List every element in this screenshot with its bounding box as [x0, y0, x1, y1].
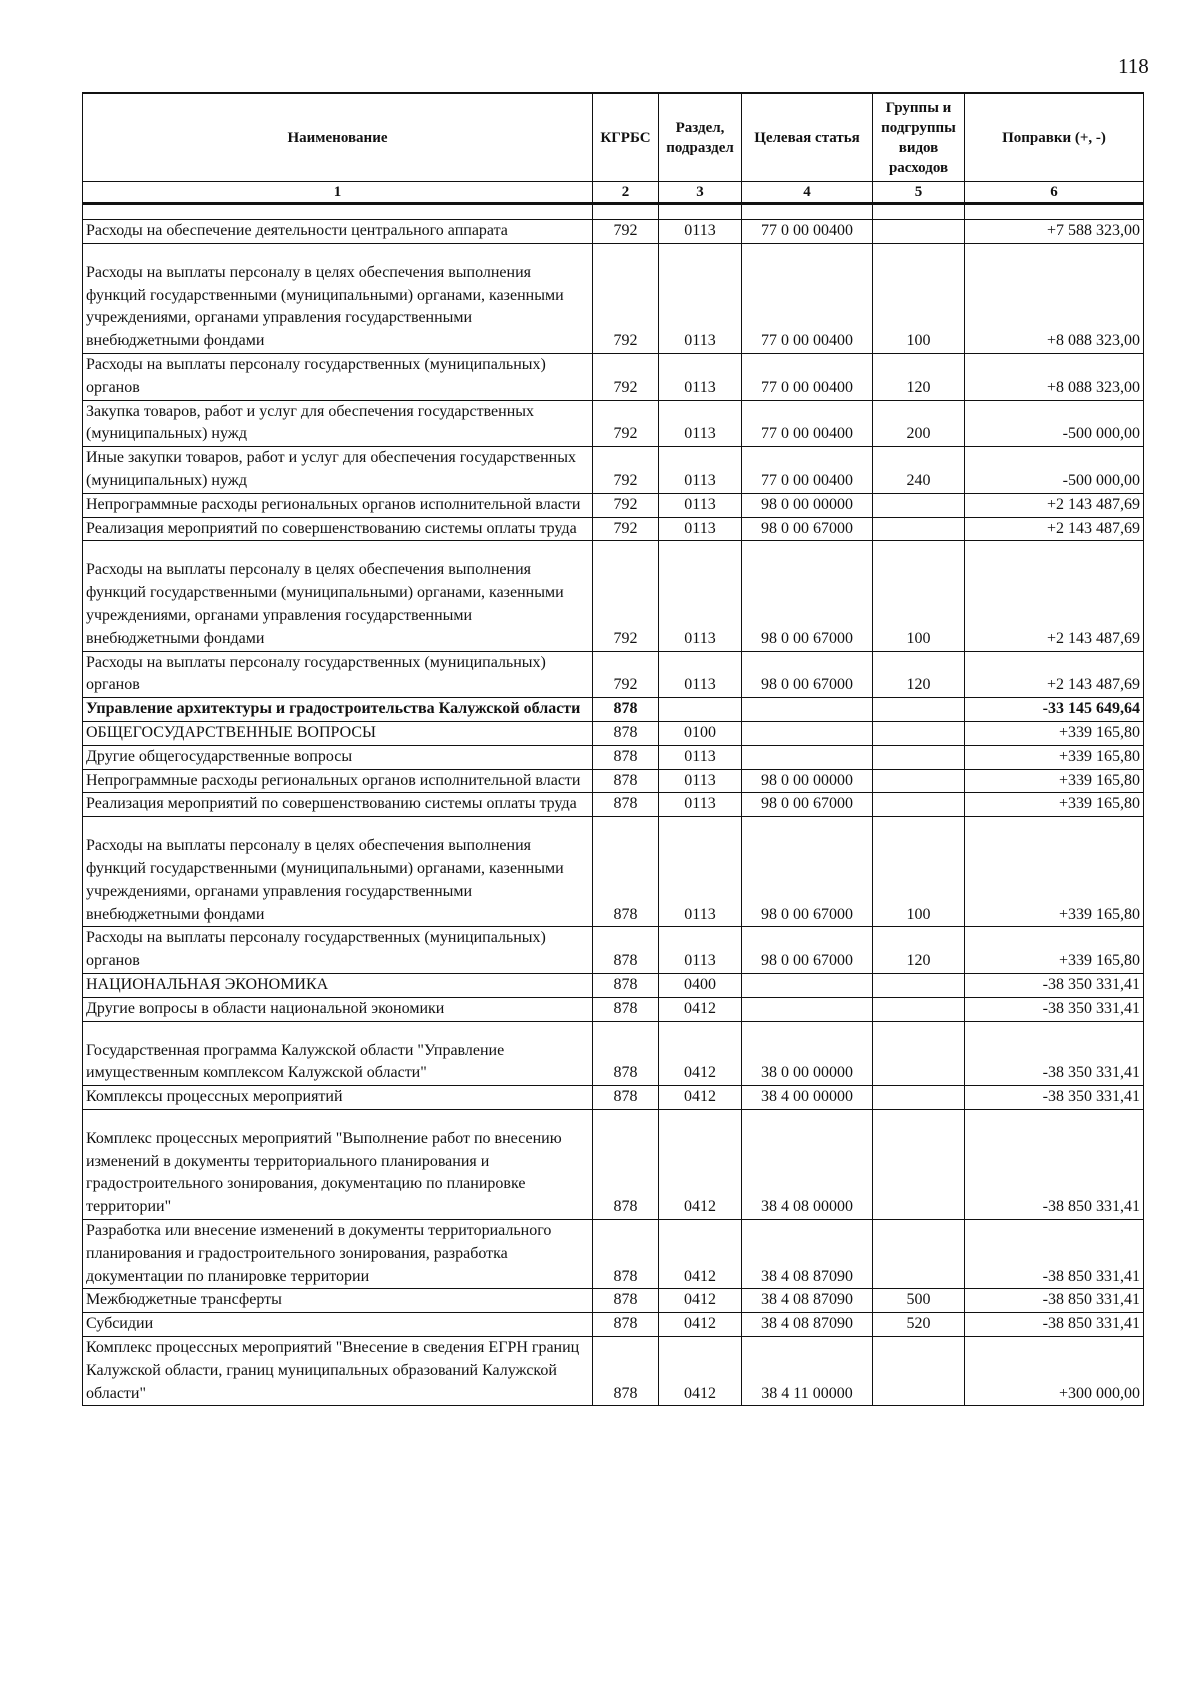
cell-kgrbs: 878 — [593, 721, 659, 745]
cell-razdel: 0412 — [659, 1109, 742, 1219]
cell-statya: 98 0 00 67000 — [742, 927, 873, 974]
table-row — [83, 793, 1144, 817]
col-header-gruppa: Группы и подгруппы видов расходов — [873, 93, 965, 182]
cell-gruppa — [873, 793, 965, 817]
cell-gruppa — [873, 517, 965, 541]
cell-popravki: -500 000,00 — [965, 400, 1144, 447]
col-number-1: 1 — [83, 182, 593, 204]
cell-gruppa: 100 — [873, 243, 965, 353]
cell-kgrbs: 878 — [593, 1109, 659, 1219]
cell-popravki: -38 350 331,41 — [965, 1086, 1144, 1110]
cell-popravki: +339 165,80 — [965, 721, 1144, 745]
cell-name: Другие общегосударственные вопросы — [83, 745, 593, 769]
cell-kgrbs: 792 — [593, 220, 659, 244]
cell-kgrbs: 878 — [593, 1021, 659, 1086]
cell-kgrbs: 878 — [593, 1220, 659, 1289]
cell-gruppa: 100 — [873, 541, 965, 651]
cell-razdel — [659, 698, 742, 722]
cell-statya: 98 0 00 67000 — [742, 793, 873, 817]
cell-razdel: 0113 — [659, 793, 742, 817]
cell-kgrbs: 792 — [593, 353, 659, 400]
cell-statya: 77 0 00 00400 — [742, 353, 873, 400]
table-row — [83, 243, 1144, 353]
cell-name: Комплекс процессных мероприятий "Выполнение работ по внесению изменений в документы территориального планирования и градостроительного зонирования, документацию по планировке территории" — [83, 1109, 593, 1219]
cell-gruppa: 120 — [873, 927, 965, 974]
cell-name: Управление архитектуры и градостроительства Калужской области — [83, 698, 593, 722]
cell-gruppa — [873, 721, 965, 745]
table-row — [83, 769, 1144, 793]
cell-popravki: +339 165,80 — [965, 927, 1144, 974]
cell-popravki: +2 143 487,69 — [965, 651, 1144, 698]
table-row — [83, 1021, 1144, 1086]
cell-kgrbs: 878 — [593, 1086, 659, 1110]
cell-kgrbs: 878 — [593, 927, 659, 974]
col-header-razdel: Раздел, подраздел — [659, 93, 742, 182]
cell-popravki: -38 350 331,41 — [965, 997, 1144, 1021]
cell-statya: 38 4 08 87090 — [742, 1289, 873, 1313]
table-row — [83, 973, 1144, 997]
cell-popravki: +339 165,80 — [965, 769, 1144, 793]
cell-razdel: 0412 — [659, 997, 742, 1021]
cell-popravki: -38 850 331,41 — [965, 1289, 1144, 1313]
cell-popravki: -38 350 331,41 — [965, 973, 1144, 997]
table-row — [83, 651, 1144, 698]
cell-gruppa — [873, 1220, 965, 1289]
cell-kgrbs: 878 — [593, 698, 659, 722]
cell-gruppa: 120 — [873, 651, 965, 698]
cell-gruppa: 120 — [873, 353, 965, 400]
col-number-5: 5 — [873, 182, 965, 204]
cell-statya: 98 0 00 67000 — [742, 517, 873, 541]
cell-statya — [742, 698, 873, 722]
cell-statya: 77 0 00 00400 — [742, 400, 873, 447]
cell-gruppa: 200 — [873, 400, 965, 447]
cell-name: Реализация мероприятий по совершенствованию системы оплаты труда — [83, 517, 593, 541]
cell-name: Расходы на выплаты персоналу государственных (муниципальных) органов — [83, 651, 593, 698]
col-header-popravki: Поправки (+, -) — [965, 93, 1144, 182]
cell-razdel: 0113 — [659, 541, 742, 651]
cell-razdel: 0113 — [659, 353, 742, 400]
cell-razdel: 0100 — [659, 721, 742, 745]
table-row — [83, 541, 1144, 651]
table-row — [83, 1086, 1144, 1110]
cell-razdel: 0113 — [659, 927, 742, 974]
cell-popravki: +2 143 487,69 — [965, 493, 1144, 517]
col-number-2: 2 — [593, 182, 659, 204]
cell-razdel: 0113 — [659, 517, 742, 541]
cell-gruppa: 500 — [873, 1289, 965, 1313]
cell-razdel: 0412 — [659, 1086, 742, 1110]
cell-popravki: +2 143 487,69 — [965, 517, 1144, 541]
cell-kgrbs: 878 — [593, 1289, 659, 1313]
cell-kgrbs: 792 — [593, 243, 659, 353]
table-row — [83, 745, 1144, 769]
table-row — [83, 1220, 1144, 1289]
cell-popravki: +300 000,00 — [965, 1337, 1144, 1406]
cell-razdel: 0412 — [659, 1021, 742, 1086]
cell-kgrbs: 878 — [593, 817, 659, 927]
cell-popravki: +8 088 323,00 — [965, 243, 1144, 353]
cell-statya: 98 0 00 00000 — [742, 769, 873, 793]
cell-statya: 77 0 00 00400 — [742, 243, 873, 353]
cell-gruppa — [873, 769, 965, 793]
cell-popravki: +7 588 323,00 — [965, 220, 1144, 244]
cell-gruppa — [873, 1109, 965, 1219]
cell-statya — [742, 997, 873, 1021]
cell-statya: 98 0 00 67000 — [742, 817, 873, 927]
cell-name: Расходы на выплаты персоналу государственных (муниципальных) органов — [83, 927, 593, 974]
cell-gruppa — [873, 698, 965, 722]
cell-razdel: 0113 — [659, 817, 742, 927]
cell-kgrbs: 878 — [593, 769, 659, 793]
cell-popravki: -38 850 331,41 — [965, 1109, 1144, 1219]
cell-kgrbs: 878 — [593, 1313, 659, 1337]
cell-statya: 98 0 00 00000 — [742, 493, 873, 517]
cell-popravki: -38 350 331,41 — [965, 1021, 1144, 1086]
table-row — [83, 400, 1144, 447]
cell-gruppa: 100 — [873, 817, 965, 927]
cell-name: ОБЩЕГОСУДАРСТВЕННЫЕ ВОПРОСЫ — [83, 721, 593, 745]
cell-name: Другие вопросы в области национальной экономики — [83, 997, 593, 1021]
cell-kgrbs: 792 — [593, 541, 659, 651]
cell-statya: 38 4 08 87090 — [742, 1313, 873, 1337]
cell-razdel: 0113 — [659, 651, 742, 698]
cell-popravki: +339 165,80 — [965, 745, 1144, 769]
cell-name: Непрограммные расходы региональных органов исполнительной власти — [83, 769, 593, 793]
cell-name: Реализация мероприятий по совершенствованию системы оплаты труда — [83, 793, 593, 817]
cell-razdel: 0113 — [659, 769, 742, 793]
col-header-statya: Целевая статья — [742, 93, 873, 182]
cell-name: Непрограммные расходы региональных органов исполнительной власти — [83, 493, 593, 517]
header-gap — [83, 204, 1144, 220]
cell-statya: 98 0 00 67000 — [742, 651, 873, 698]
budget-table — [82, 92, 1144, 1406]
cell-popravki: -500 000,00 — [965, 447, 1144, 494]
cell-name: Комплексы процессных мероприятий — [83, 1086, 593, 1110]
cell-statya — [742, 973, 873, 997]
cell-kgrbs: 792 — [593, 493, 659, 517]
cell-popravki: -33 145 649,64 — [965, 698, 1144, 722]
cell-statya: 98 0 00 67000 — [742, 541, 873, 651]
table-row — [83, 927, 1144, 974]
cell-popravki: +2 143 487,69 — [965, 541, 1144, 651]
cell-popravki: -38 850 331,41 — [965, 1313, 1144, 1337]
cell-statya — [742, 745, 873, 769]
cell-popravki: +339 165,80 — [965, 817, 1144, 927]
cell-kgrbs: 878 — [593, 973, 659, 997]
cell-name: Расходы на выплаты персоналу государственных (муниципальных) органов — [83, 353, 593, 400]
cell-statya: 38 4 11 00000 — [742, 1337, 873, 1406]
table-row — [83, 220, 1144, 244]
cell-statya: 38 4 08 00000 — [742, 1109, 873, 1219]
table-row — [83, 817, 1144, 927]
table-body — [83, 204, 1144, 1406]
column-number-row — [83, 182, 1144, 204]
cell-popravki: -38 850 331,41 — [965, 1220, 1144, 1289]
cell-gruppa — [873, 745, 965, 769]
cell-statya: 77 0 00 00400 — [742, 220, 873, 244]
cell-gruppa — [873, 1086, 965, 1110]
cell-razdel: 0113 — [659, 400, 742, 447]
cell-kgrbs: 792 — [593, 447, 659, 494]
cell-statya: 38 4 08 87090 — [742, 1220, 873, 1289]
cell-statya: 38 0 00 00000 — [742, 1021, 873, 1086]
cell-gruppa: 520 — [873, 1313, 965, 1337]
cell-name: Иные закупки товаров, работ и услуг для обеспечения государственных (муниципальных) нужд — [83, 447, 593, 494]
cell-popravki: +8 088 323,00 — [965, 353, 1144, 400]
table-row — [83, 493, 1144, 517]
cell-name: НАЦИОНАЛЬНАЯ ЭКОНОМИКА — [83, 973, 593, 997]
cell-name: Расходы на выплаты персоналу в целях обеспечения выполнения функций государственными (муниципальными) органами, казенными учреждениями, органами управления государственными внебюджетными фондами — [83, 817, 593, 927]
cell-gruppa — [873, 1021, 965, 1086]
table-row — [83, 517, 1144, 541]
cell-gruppa — [873, 493, 965, 517]
cell-name: Расходы на выплаты персоналу в целях обеспечения выполнения функций государственными (муниципальными) органами, казенными учреждениями, органами управления государственными внебюджетными фондами — [83, 541, 593, 651]
cell-kgrbs: 792 — [593, 517, 659, 541]
cell-name: Государственная программа Калужской области "Управление имущественным комплексом Калужской области" — [83, 1021, 593, 1086]
table-row — [83, 1337, 1144, 1406]
col-number-6: 6 — [965, 182, 1144, 204]
cell-gruppa — [873, 997, 965, 1021]
col-number-3: 3 — [659, 182, 742, 204]
cell-name: Межбюджетные трансферты — [83, 1289, 593, 1313]
col-header-kgrbs: КГРБС — [593, 93, 659, 182]
cell-statya: 77 0 00 00400 — [742, 447, 873, 494]
cell-kgrbs: 878 — [593, 1337, 659, 1406]
cell-razdel: 0400 — [659, 973, 742, 997]
table-row — [83, 1289, 1144, 1313]
cell-razdel: 0113 — [659, 745, 742, 769]
cell-gruppa — [873, 1337, 965, 1406]
cell-razdel: 0412 — [659, 1220, 742, 1289]
cell-gruppa: 240 — [873, 447, 965, 494]
cell-gruppa — [873, 973, 965, 997]
col-header-name: Наименование — [83, 93, 593, 182]
cell-name: Комплекс процессных мероприятий "Внесение в сведения ЕГРН границ Калужской области, границ муниципальных образований Калужской области" — [83, 1337, 593, 1406]
table-row — [83, 698, 1144, 722]
cell-razdel: 0412 — [659, 1337, 742, 1406]
table-row — [83, 721, 1144, 745]
cell-name: Субсидии — [83, 1313, 593, 1337]
cell-kgrbs: 878 — [593, 745, 659, 769]
table-row — [83, 997, 1144, 1021]
table-row — [83, 447, 1144, 494]
cell-razdel: 0113 — [659, 220, 742, 244]
cell-kgrbs: 792 — [593, 651, 659, 698]
table-row — [83, 1313, 1144, 1337]
cell-name: Расходы на выплаты персоналу в целях обеспечения выполнения функций государственными (муниципальными) органами, казенными учреждениями, органами управления государственными внебюджетными фондами — [83, 243, 593, 353]
cell-statya: 38 4 00 00000 — [742, 1086, 873, 1110]
table-row — [83, 353, 1144, 400]
cell-razdel: 0113 — [659, 493, 742, 517]
cell-gruppa — [873, 220, 965, 244]
cell-statya — [742, 721, 873, 745]
cell-kgrbs: 878 — [593, 793, 659, 817]
cell-razdel: 0113 — [659, 243, 742, 353]
cell-kgrbs: 792 — [593, 400, 659, 447]
cell-razdel: 0412 — [659, 1289, 742, 1313]
cell-name: Расходы на обеспечение деятельности центрального аппарата — [83, 220, 593, 244]
cell-popravki: +339 165,80 — [965, 793, 1144, 817]
col-number-4: 4 — [742, 182, 873, 204]
cell-kgrbs: 878 — [593, 997, 659, 1021]
page-number: 118 — [1118, 54, 1149, 78]
cell-name: Разработка или внесение изменений в документы территориального планирования и градостроительного зонирования, разработка документации по планировке территории — [83, 1220, 593, 1289]
header-row — [83, 93, 1144, 182]
table-row — [83, 1109, 1144, 1219]
cell-name: Закупка товаров, работ и услуг для обеспечения государственных (муниципальных) нужд — [83, 400, 593, 447]
cell-razdel: 0412 — [659, 1313, 742, 1337]
cell-razdel: 0113 — [659, 447, 742, 494]
